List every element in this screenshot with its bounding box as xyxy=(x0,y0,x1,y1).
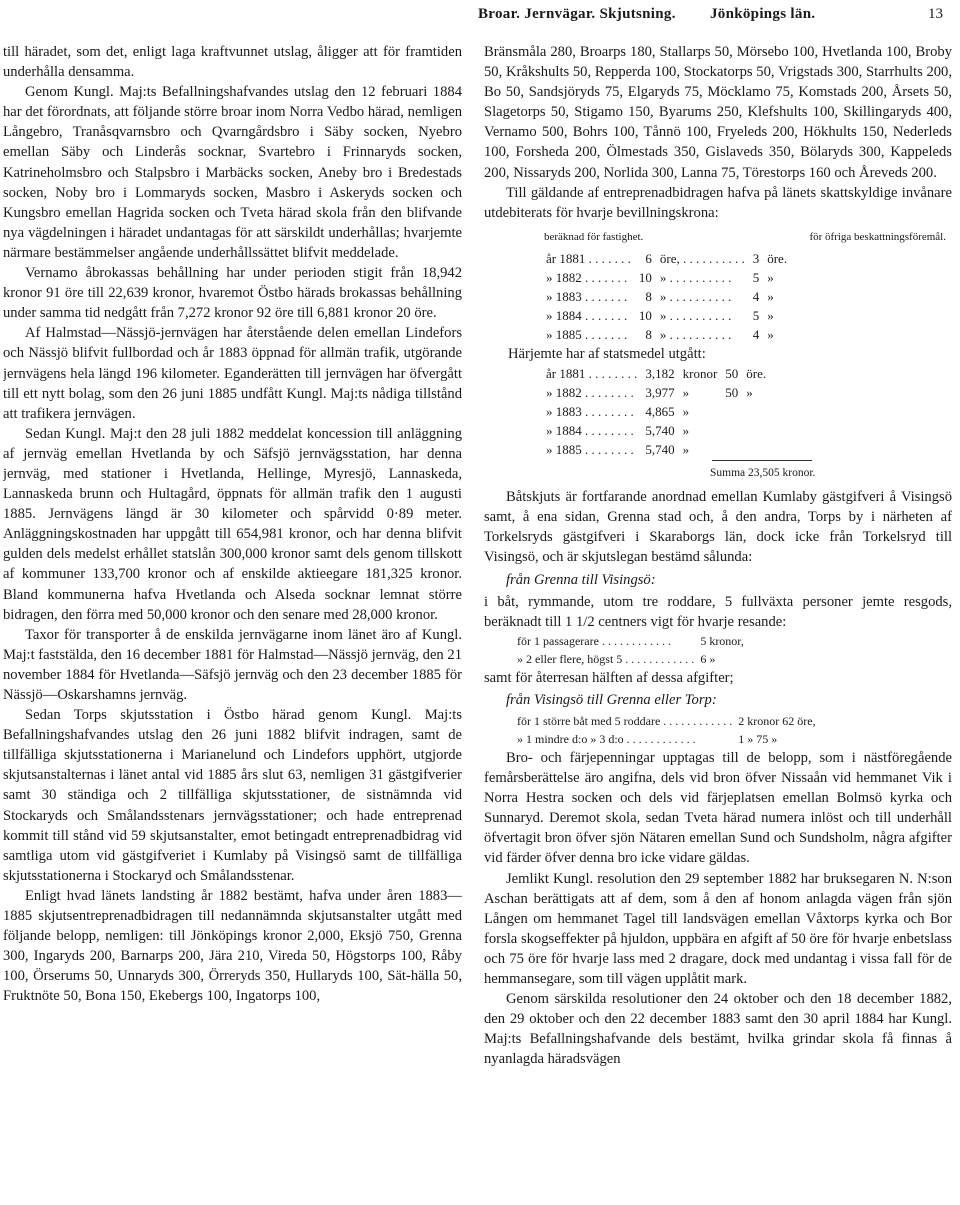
unit-property: » . . . . . . . . . . xyxy=(659,307,732,323)
table-row xyxy=(514,650,747,668)
subheading: från Visingsö till Grenna eller Torp: xyxy=(506,691,717,708)
amount: 3,182 xyxy=(645,366,675,382)
paragraph: Båtskjuts är fortfarande anordnad emellan Kumlaby gästgifveri å Visingsö samt, å ena sidan, Grenna stad och, å den andra, Torps by i närheten af Torkelsryds gästgifveri i Skaraborgs län, dock icke från Torkelsryd till Visingsö, och är skjutslegan bestämd sålunda: xyxy=(484,489,952,566)
subheading: från Grenna till Visingsö: xyxy=(506,571,656,588)
paragraph: Taxor för transporter å de enskilda jernvägarne inom länet äro af Kungl. Maj:t faststälda, den 16 december 1881 för Halmstad—Nässjö jernväg, den 21 november 1884 för Hvetlanda—Säfsjö jernväg och den 23 december 1885 för Nässjö—Oskarshamns jernväg. xyxy=(3,626,462,703)
amount-unit: » xyxy=(682,385,690,401)
row-year: » 1885 . . . . . . . . xyxy=(546,442,634,458)
unit-property: » . . . . . . . . . . xyxy=(659,326,732,342)
unit-other: » xyxy=(767,326,774,342)
ore-unit xyxy=(742,440,770,459)
row-year: » 1882 . . . . . . . xyxy=(546,269,628,285)
boat-fare-table-2 xyxy=(514,712,819,748)
left-column xyxy=(3,42,462,1202)
unit-property: öre, . . . . . . . . . . xyxy=(659,250,745,266)
paragraph: Genom särskilda resolutioner den 24 oktober och den 18 december 1882, den 29 oktober och den 22 december 1883 samt den 30 april 1884 har Kungl. Maj:ts Befallningshafvande dels bestämt, hvilka grindar skola få finnas å nyanlagda häradsvägen xyxy=(484,991,952,1068)
table-row xyxy=(542,287,791,306)
amount-unit: kronor xyxy=(682,366,718,382)
unit-other: » xyxy=(767,269,774,285)
paragraph: i båt, rymmande, utom tre roddare, 5 fullväxta personer jemte resgods, beräknadt till 1 1/2 centners vigt för hvarje resande: xyxy=(484,593,952,630)
ore xyxy=(721,440,742,459)
header-section-title: Broar. Jernvägar. Skjutsning. xyxy=(478,6,676,22)
row-year: » 1885 . . . . . . . xyxy=(546,326,628,342)
unit-property: » . . . . . . . . . . xyxy=(659,288,732,304)
unit-other: öre. xyxy=(767,250,788,266)
table-row xyxy=(514,730,819,748)
tax-table xyxy=(542,249,791,344)
row-year: » 1884 . . . . . . . . xyxy=(546,423,634,439)
ore: 50 xyxy=(725,366,739,382)
table-row xyxy=(542,383,770,402)
paragraph: Till gäldande af entreprenadbidragen hafva på länets skattskyldige invånare utdebiterats för hvarje bevillningskrona: xyxy=(484,184,952,221)
value-property: 10 xyxy=(638,269,652,285)
fare-label: för 1 passagerare . . . . . . . . . . . . xyxy=(517,633,671,648)
sum-rule xyxy=(712,460,812,461)
table-row xyxy=(542,421,770,440)
fare-price: 1 » 75 » xyxy=(738,731,778,746)
ore-unit xyxy=(742,421,770,440)
amount: 5,740 xyxy=(645,423,675,439)
summa: Summa 23,505 kronor. xyxy=(710,467,816,480)
paragraph: samt för återresan hälften af dessa afgifter; xyxy=(484,669,734,686)
row-year: år 1881 . . . . . . . xyxy=(546,250,631,266)
unit-other: » xyxy=(767,307,774,323)
paragraph: Härjemte har af statsmedel utgått: xyxy=(508,345,706,362)
paragraph: till häradet, som det, enligt laga kraftvunnet utslag, åligger att för framtiden underhålla densamma. xyxy=(3,44,462,81)
value-property: 8 xyxy=(645,326,652,342)
row-year: » 1883 . . . . . . . xyxy=(546,288,628,304)
table-row xyxy=(542,249,791,268)
value-property: 6 xyxy=(645,250,652,266)
paragraph: Af Halmstad—Nässjö-jernvägen har återstående delen emellan Lindefors och Nässjö blifvit fullbordad och år 1883 öppnad för allmän trafik, utgörande jernvägens hela längd 196 kilometer. Eganderätten till jernvägen har öfvergått till ett nytt bolag, som den 26 juni 1885 undfått Kungl. Maj:ts nådiga tillstånd att trafikera jernvägen. xyxy=(3,325,462,422)
paragraph: Enligt hvad länets landsting år 1882 bestämt, hafva under åren 1883—1885 skjutsentreprenadbidragen till nedannämnda skjutsanstalter utgått med följande belopp, nemligen: till Jönköpings kronor 2,000, Eksjö 750, Grenna 300, Ingaryds 200, Barnarps 200, Jära 210, Vireda 50, Högstorps 100, Råby 100, Örserums 50, Unnaryds 300, Örreryds 350, Hullaryds 100, Sät-hälla 50, Fruktnöte 50, Bona 150, Ekebergs 100, Ingatorps 100, xyxy=(3,887,462,1005)
amount: 4,865 xyxy=(645,404,675,420)
unit-other: » xyxy=(767,288,774,304)
row-year: » 1883 . . . . . . . . xyxy=(546,404,634,420)
table-row xyxy=(542,306,791,325)
ore-unit: öre. xyxy=(746,366,767,382)
right-column xyxy=(484,42,952,1202)
fare-label: » 1 mindre d:o » 3 d:o . . . . . . . . . . . . xyxy=(517,731,696,746)
row-year: » 1884 . . . . . . . xyxy=(546,307,628,323)
tax-table-header xyxy=(484,223,952,249)
page-number: 13 xyxy=(928,6,943,22)
row-year: » 1882 . . . . . . . . xyxy=(546,385,634,401)
value-property: 10 xyxy=(638,307,652,323)
amount-unit: » xyxy=(682,404,690,420)
row-year: år 1881 . . . . . . . . xyxy=(546,366,638,382)
unit-property: » . . . . . . . . . . xyxy=(659,269,732,285)
fare-label: » 2 eller flere, högst 5 . . . . . . . . . . . . xyxy=(517,651,695,666)
paragraph: Genom Kungl. Maj:ts Befallningshafvandes utslag den 12 februari 1884 har det förordnats, att följande större broar inom Norra Vedbo härad, nemligen Långebro, Tranåsqvarnsbro och Qvarngårdsbro i Säby socken, Nyebro emellan Säby och Linderås socknar, Svartebro i Frinnaryds socken, Katrineholmsbro och Stalpsbro i Marbäcks socken, Aneby bro i Bredestads socken, Noby bro i Lommaryds socken, Masbro i Askeryds socken och Kungsbro emellan Hagrida socken och Tveta härad skola från den blifvande nya vägdelningen i häradet undantagas för att särskildt underhållas; hvarjemte närmare bestämmelser angående underhållssättet blifvit meddelade. xyxy=(3,84,462,261)
amount-unit: » xyxy=(682,423,690,439)
tax-header-other: för öfriga beskattningsföremål. xyxy=(809,230,946,243)
header-county: Jönköpings län. xyxy=(710,6,816,22)
table-row xyxy=(542,402,770,421)
fare-price: 2 kronor 62 öre, xyxy=(738,713,816,728)
paragraph: Jemlikt Kungl. resolution den 29 september 1882 har bruksegaren N. N:son Aschan berättigats att af dem, som å den af honom anlagda vägen från sjön Lången om hemmanet Tagel till landsvägen emellan Våxtorps kyrka och Bor forsla skogseffekter på hjuldon, uppbära en afgift af 50 öre för hvarje enbetslass och 75 öre för hvarje lass med 2 dragare, dock med undantag i vissa fall för de hemmansegare, som till vägen upplåtit mark. xyxy=(484,870,952,987)
paragraph: Sedan Torps skjutsstation i Östbo härad genom Kungl. Maj:ts Befallningshafvandes utslag den 26 juni 1882 blifvit indragen, samt de tillfälliga skjutsstationerna i Marianelund och Lindefors upphört, utgjorde skjutsanstalternas i länet antal vid 1885 års slut 63, nemligen 31 gästgifverier samt 30 ständiga och 2 tillfälliga skjutsstationer, de sistnämnda vid Stockaryds och Smålandsstenars jernvägsstationer; och hade entreprenad kommit till stånd vid 59 skjutsanstalter, emot betingadt entreprenadbidrag vid samtliga utom vid gästgifveriet i Kumlaby på Visingsö samt de tillfälliga skjutsstationerna i Stockaryd och Smålandsstenar. xyxy=(3,707,462,884)
amount: 5,740 xyxy=(645,442,675,458)
ore-unit: » xyxy=(746,385,753,401)
table-row xyxy=(542,364,770,383)
ore: 50 xyxy=(725,385,739,401)
boat-fare-table-1 xyxy=(514,632,747,668)
value-property: 8 xyxy=(645,288,652,304)
amount: 3,977 xyxy=(645,385,675,401)
fare-label: för 1 större båt med 5 roddare . . . . . . . . . . . . xyxy=(517,713,733,728)
fare-price: 5 kronor, xyxy=(700,633,744,648)
running-header xyxy=(0,2,960,26)
paragraph: Bro- och färjepenningar upptagas till de belopp, som i nästföregående femårsberättelse äro angifna, dels vid bron öfver Nissaån vid hemmanet Vik i Norra Hestra socken och dels vid färjeplatsen emellan Bolmsö kyrka och Sunnaryd. Deremot skola, sedan Tveta härad numera inlöst och till underhåll öfvertagit bron öfver sjön Nätaren emellan Sund och Sundsholm, några afgifter vid färder öfver denna bro icke vidare gäldas. xyxy=(484,749,952,867)
ore-unit xyxy=(742,402,770,421)
table-row xyxy=(542,440,770,459)
value-other: 5 xyxy=(752,307,760,323)
amount-unit: » xyxy=(682,442,690,458)
paragraph: Vernamo åbrokassas behållning har under perioden stigit från 18,942 kronor 91 öre till 22,639 kronor, hvaremot Östbo härads brokassas behållning under samma tid nedgått från 7,272 kronor 92 öre till 6,881 kronor 20 öre. xyxy=(3,265,462,322)
value-other: 3 xyxy=(752,250,760,266)
table-row xyxy=(514,632,747,650)
paragraph: Sedan Kungl. Maj:t den 28 juli 1882 meddelat koncession till anläggning af jernväg emellan Hvetlanda by och Säfsjö jernvägsstation, har denna jernväg, med stationer i Hvetlanda, Hellinge, Myresjö, Lannaskeda, Lannaskeda brunn och Hultagård, öppnats för allmän trafik den 1 augusti 1885. Jernvägens längd är 30 kilometer och spårvidd 0·89 meter. Anläggningskostnaden har uppgått till 654,981 kronor, och har denna blifvit gulden dels medelst erhållet statslån 300,000 kronor samt dels genom tillskott af kommuner 133,700 kronor och af enskilde aktieegare 181,325 kronor. Bland kommunerna hafva Hvetlanda och Alseda socknar lemnat större bidragen, den förra med 50,000 kronor och den senare med 28,000 kronor. xyxy=(3,425,462,623)
tax-header-property: beräknad för fastighet. xyxy=(544,230,644,243)
state-funds-table xyxy=(542,364,770,459)
value-other: 4 xyxy=(752,288,760,304)
table-row xyxy=(514,712,819,730)
value-other: 5 xyxy=(752,269,760,285)
paragraph: Bränsmåla 280, Broarps 180, Stallarps 50, Mörsebo 100, Hvetlanda 100, Broby 50, Kråkshults 50, Repperda 100, Stockatorps 50, Vrigstads 300, Starrhults 200, Bo 50, Sandsjöryds 75, Elgaryds 75, Möcklamo 75, Komstads 200, Årsets 50, Slagetorps 50, Stigamo 150, Byarums 250, Klefshults 100, Skillingaryds 400, Vernamo 500, Bohrs 100, Tånnö 100, Fryeleds 200, Hökhults 150, Nederleds 100, Forsheda 200, Ölmestads 350, Gislaveds 350, Bölaryds 300, Kappeleds 200, Nissaryds 200, Norlida 300, Lanna 75, Törestorps 160 och Åreveds 200. xyxy=(484,44,952,181)
ore xyxy=(721,421,742,440)
ore xyxy=(721,402,742,421)
fare-price: 6 » xyxy=(700,651,716,666)
table-row xyxy=(542,268,791,287)
value-other: 4 xyxy=(752,326,760,342)
table-row xyxy=(542,325,791,344)
